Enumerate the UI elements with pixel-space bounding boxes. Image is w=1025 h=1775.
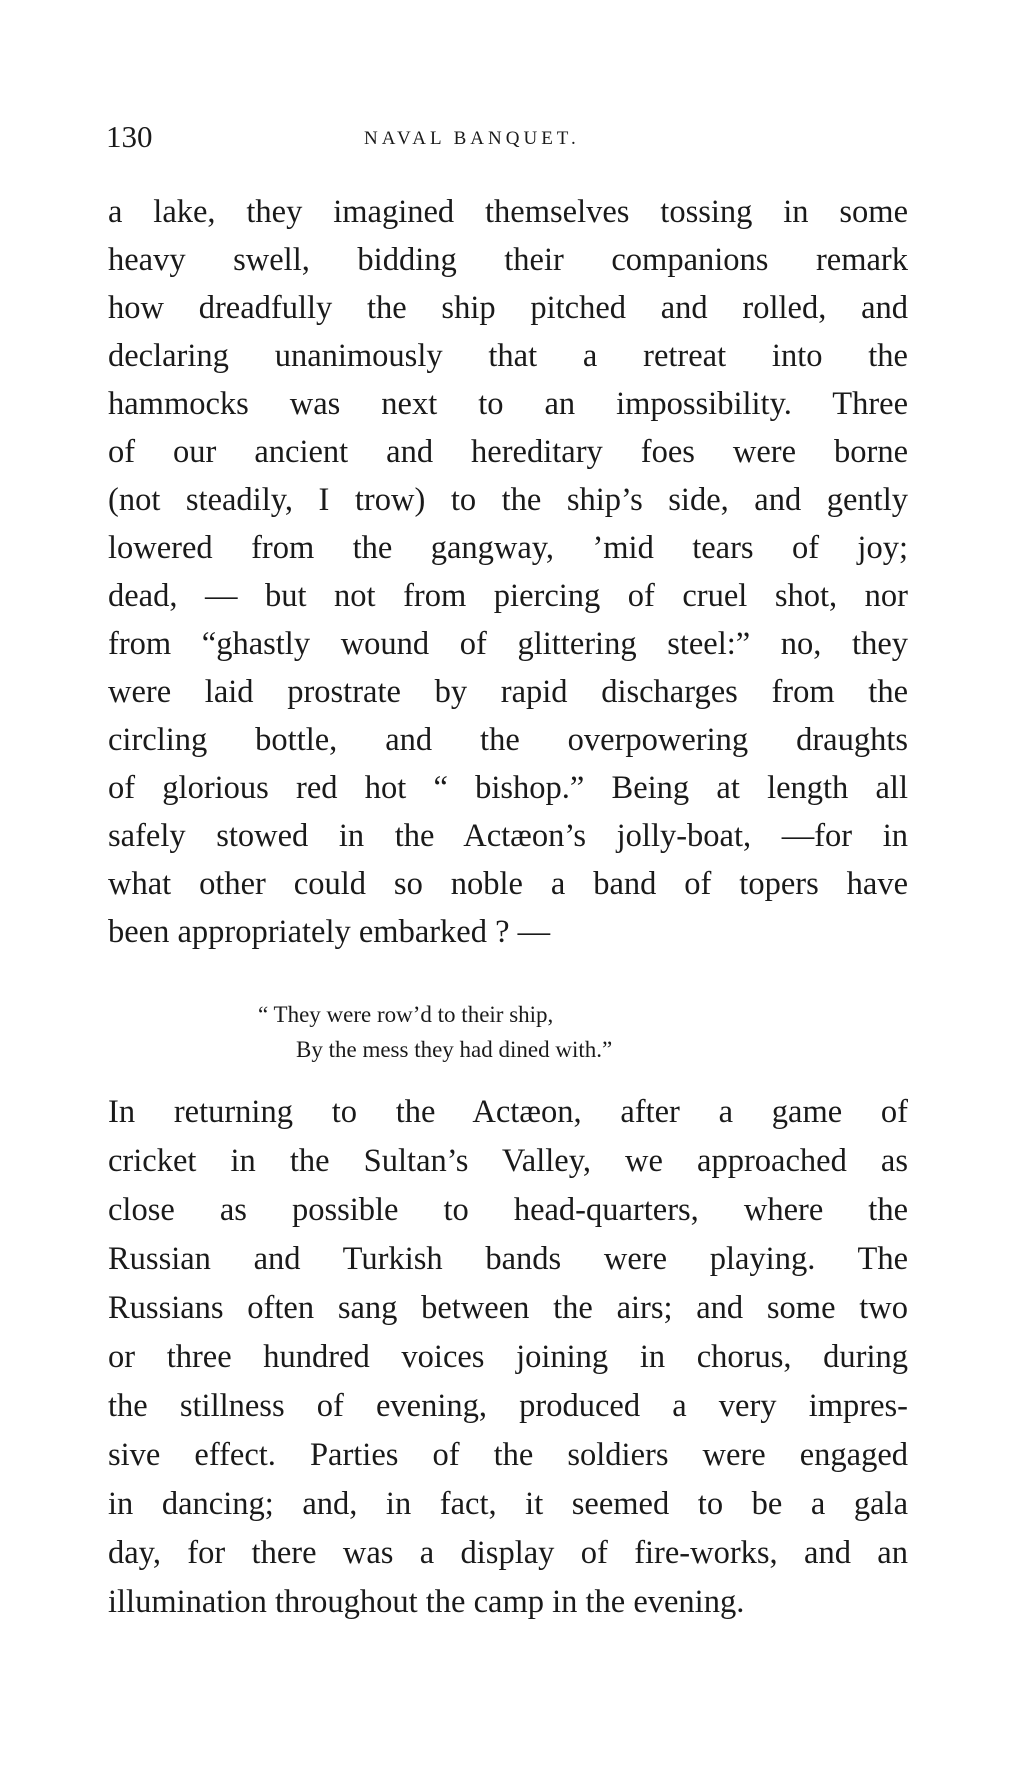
- text-line: lowered from the gangway, ’mid tears of joy;: [108, 530, 908, 566]
- text-line: cricket in the Sultan’s Valley, we approached as: [108, 1143, 908, 1179]
- text-line: Russian and Turkish bands were playing. The: [108, 1241, 908, 1277]
- text-line: circling bottle, and the overpowering draughts: [108, 722, 908, 758]
- paragraph-2: [108, 1088, 908, 1627]
- page-number: 130: [106, 119, 153, 154]
- text-line: sive effect. Parties of the soldiers were engaged: [108, 1437, 908, 1473]
- text-line: been appropriately embarked ? —: [108, 914, 551, 950]
- text-line: how dreadfully the ship pitched and rolled, and: [108, 290, 908, 326]
- text-line: were laid prostrate by rapid discharges from the: [108, 674, 908, 710]
- text-line: dead, — but not from piercing of cruel shot, nor: [108, 578, 908, 614]
- text-line: hammocks was next to an impossibility. Three: [108, 386, 908, 422]
- text-line: close as possible to head-quarters, where the: [108, 1192, 908, 1228]
- verse-line: “ They were row’d to their ship,: [258, 1002, 554, 1027]
- text-line: heavy swell, bidding their companions remark: [108, 242, 908, 278]
- text-line: or three hundred voices joining in chorus, during: [108, 1339, 908, 1375]
- text-line: declaring unanimously that a retreat into the: [108, 338, 908, 374]
- text-line: illumination throughout the camp in the evening.: [108, 1584, 745, 1620]
- text-line: what other could so noble a band of topers have: [108, 866, 908, 902]
- paragraph-1: [108, 188, 908, 956]
- verse-quotation: [258, 997, 758, 1067]
- text-line: In returning to the Actæon, after a game of: [108, 1094, 908, 1130]
- text-line: a lake, they imagined themselves tossing in some: [108, 194, 908, 230]
- text-line: (not steadily, I trow) to the ship’s side, and gently: [108, 482, 908, 518]
- text-line: of glorious red hot “ bishop.” Being at length all: [108, 770, 908, 806]
- text-line: day, for there was a display of fire-works, and an: [108, 1535, 908, 1571]
- text-line: of our ancient and hereditary foes were borne: [108, 434, 908, 470]
- text-line: from “ghastly wound of glittering steel:” no, they: [108, 626, 908, 662]
- verse-line: By the mess they had dined with.”: [296, 1037, 613, 1062]
- text-line: in dancing; and, in fact, it seemed to be a gala: [108, 1486, 908, 1522]
- running-title: NAVAL BANQUET.: [364, 128, 580, 149]
- page-header: [106, 115, 906, 159]
- text-line: Russians often sang between the airs; and some two: [108, 1290, 908, 1326]
- text-line: the stillness of evening, produced a very impres-: [108, 1388, 908, 1424]
- text-line: safely stowed in the Actæon’s jolly-boat, —for in: [108, 818, 908, 854]
